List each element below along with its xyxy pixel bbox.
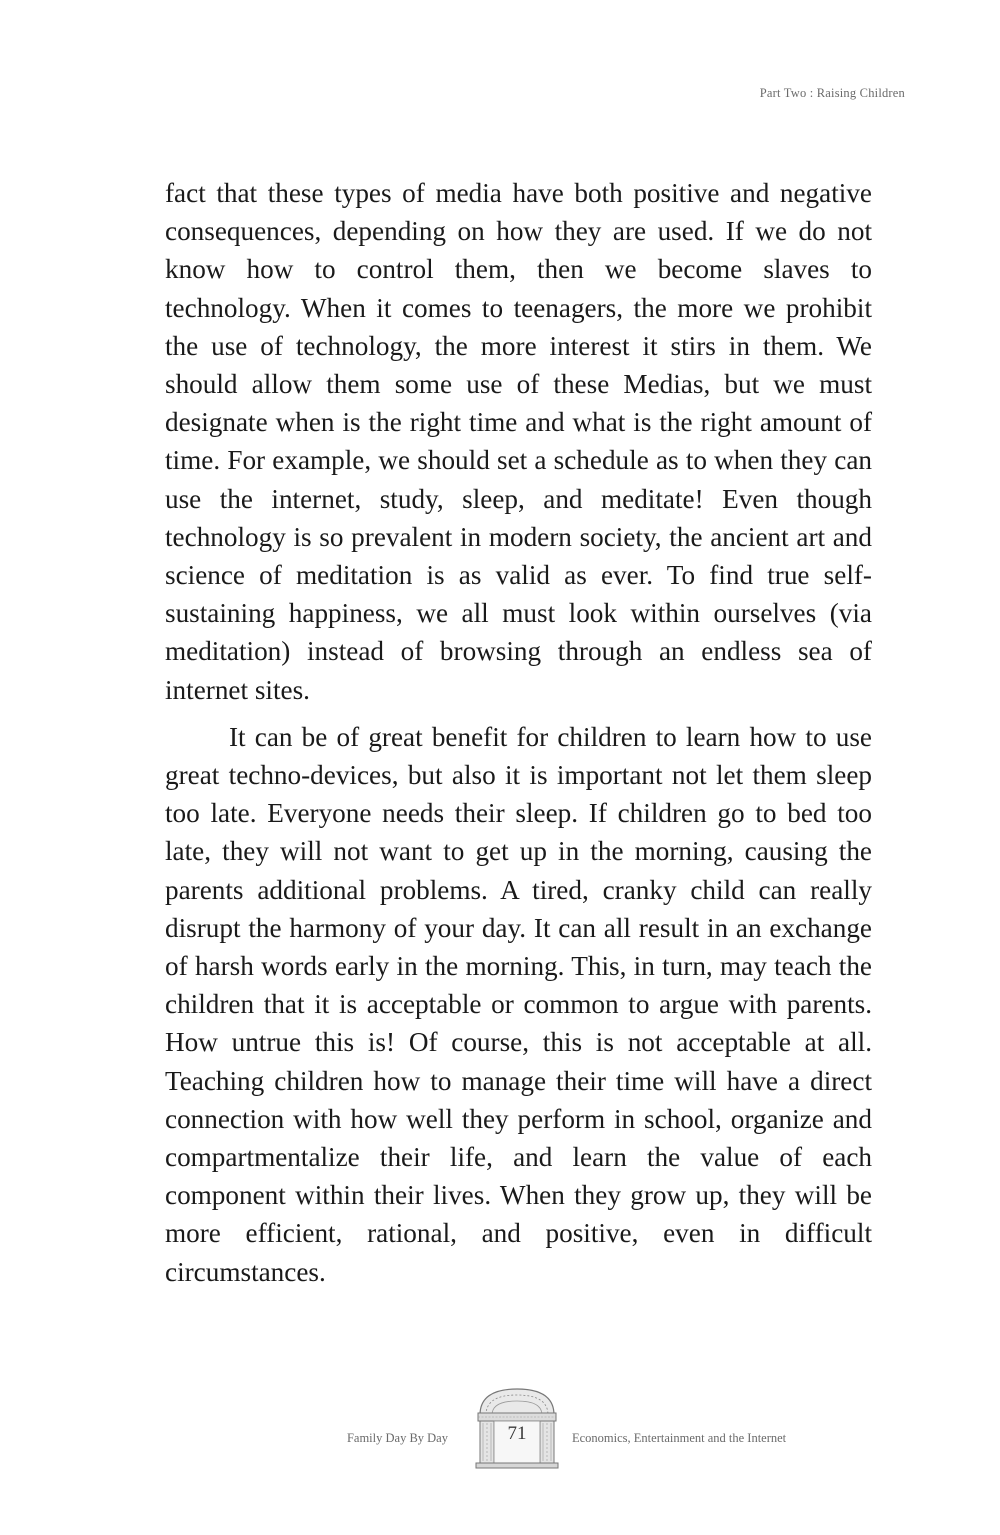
page-number: 71 xyxy=(507,1423,527,1444)
footer-book-title: Family Day By Day xyxy=(346,1431,448,1445)
footer-chapter-title: Economics, Entertainment and the Internet xyxy=(572,1431,787,1445)
running-header: Part Two : Raising Children xyxy=(759,86,905,100)
body-text xyxy=(165,174,872,1291)
paragraph: It can be of great benefit for children to learn how to use great techno-devices, but also it is important not let them sleep too late. Everyone needs their sleep. If children go to bed too late, they will not want to get up in the morning, causing the parents additional problems. A tired, cranky child can really disrupt the harmony of your day. It can all result in an exchange of harsh words early in the morning. This, in turn, may teach the children that it is acceptable or common to argue with parents. How untrue this is! Of course, this is not acceptable at all. Teaching children how to manage their time will have a direct connection with how well they perform in school, organize and compartmentalize their life, and learn the value of each component within their lives. When they grow up, they will be more efficient, rational, and positive, even in difficult circumstances. xyxy=(165,721,872,1287)
paragraph: fact that these types of media have both positive and negative consequences, depending on how they are used. If we do not know how to control them, then we become slaves to technology. When it comes to teenagers, the more we prohibit the use of technology, the more interest it stirs in them. We should allow them some use of these Medias, but we must designate when is the right time and what is the right amount of time. For example, we should set a schedule as to when they can use the internet, study, sleep, and meditate! Even though technology is so prevalent in modern society, the ancient art and science of meditation is as valid as ever. To find true self-sustaining happiness, we all must look within ourselves (via meditation) instead of browsing through an endless sea of internet sites. xyxy=(165,178,872,705)
page-footer xyxy=(0,1385,1000,1475)
